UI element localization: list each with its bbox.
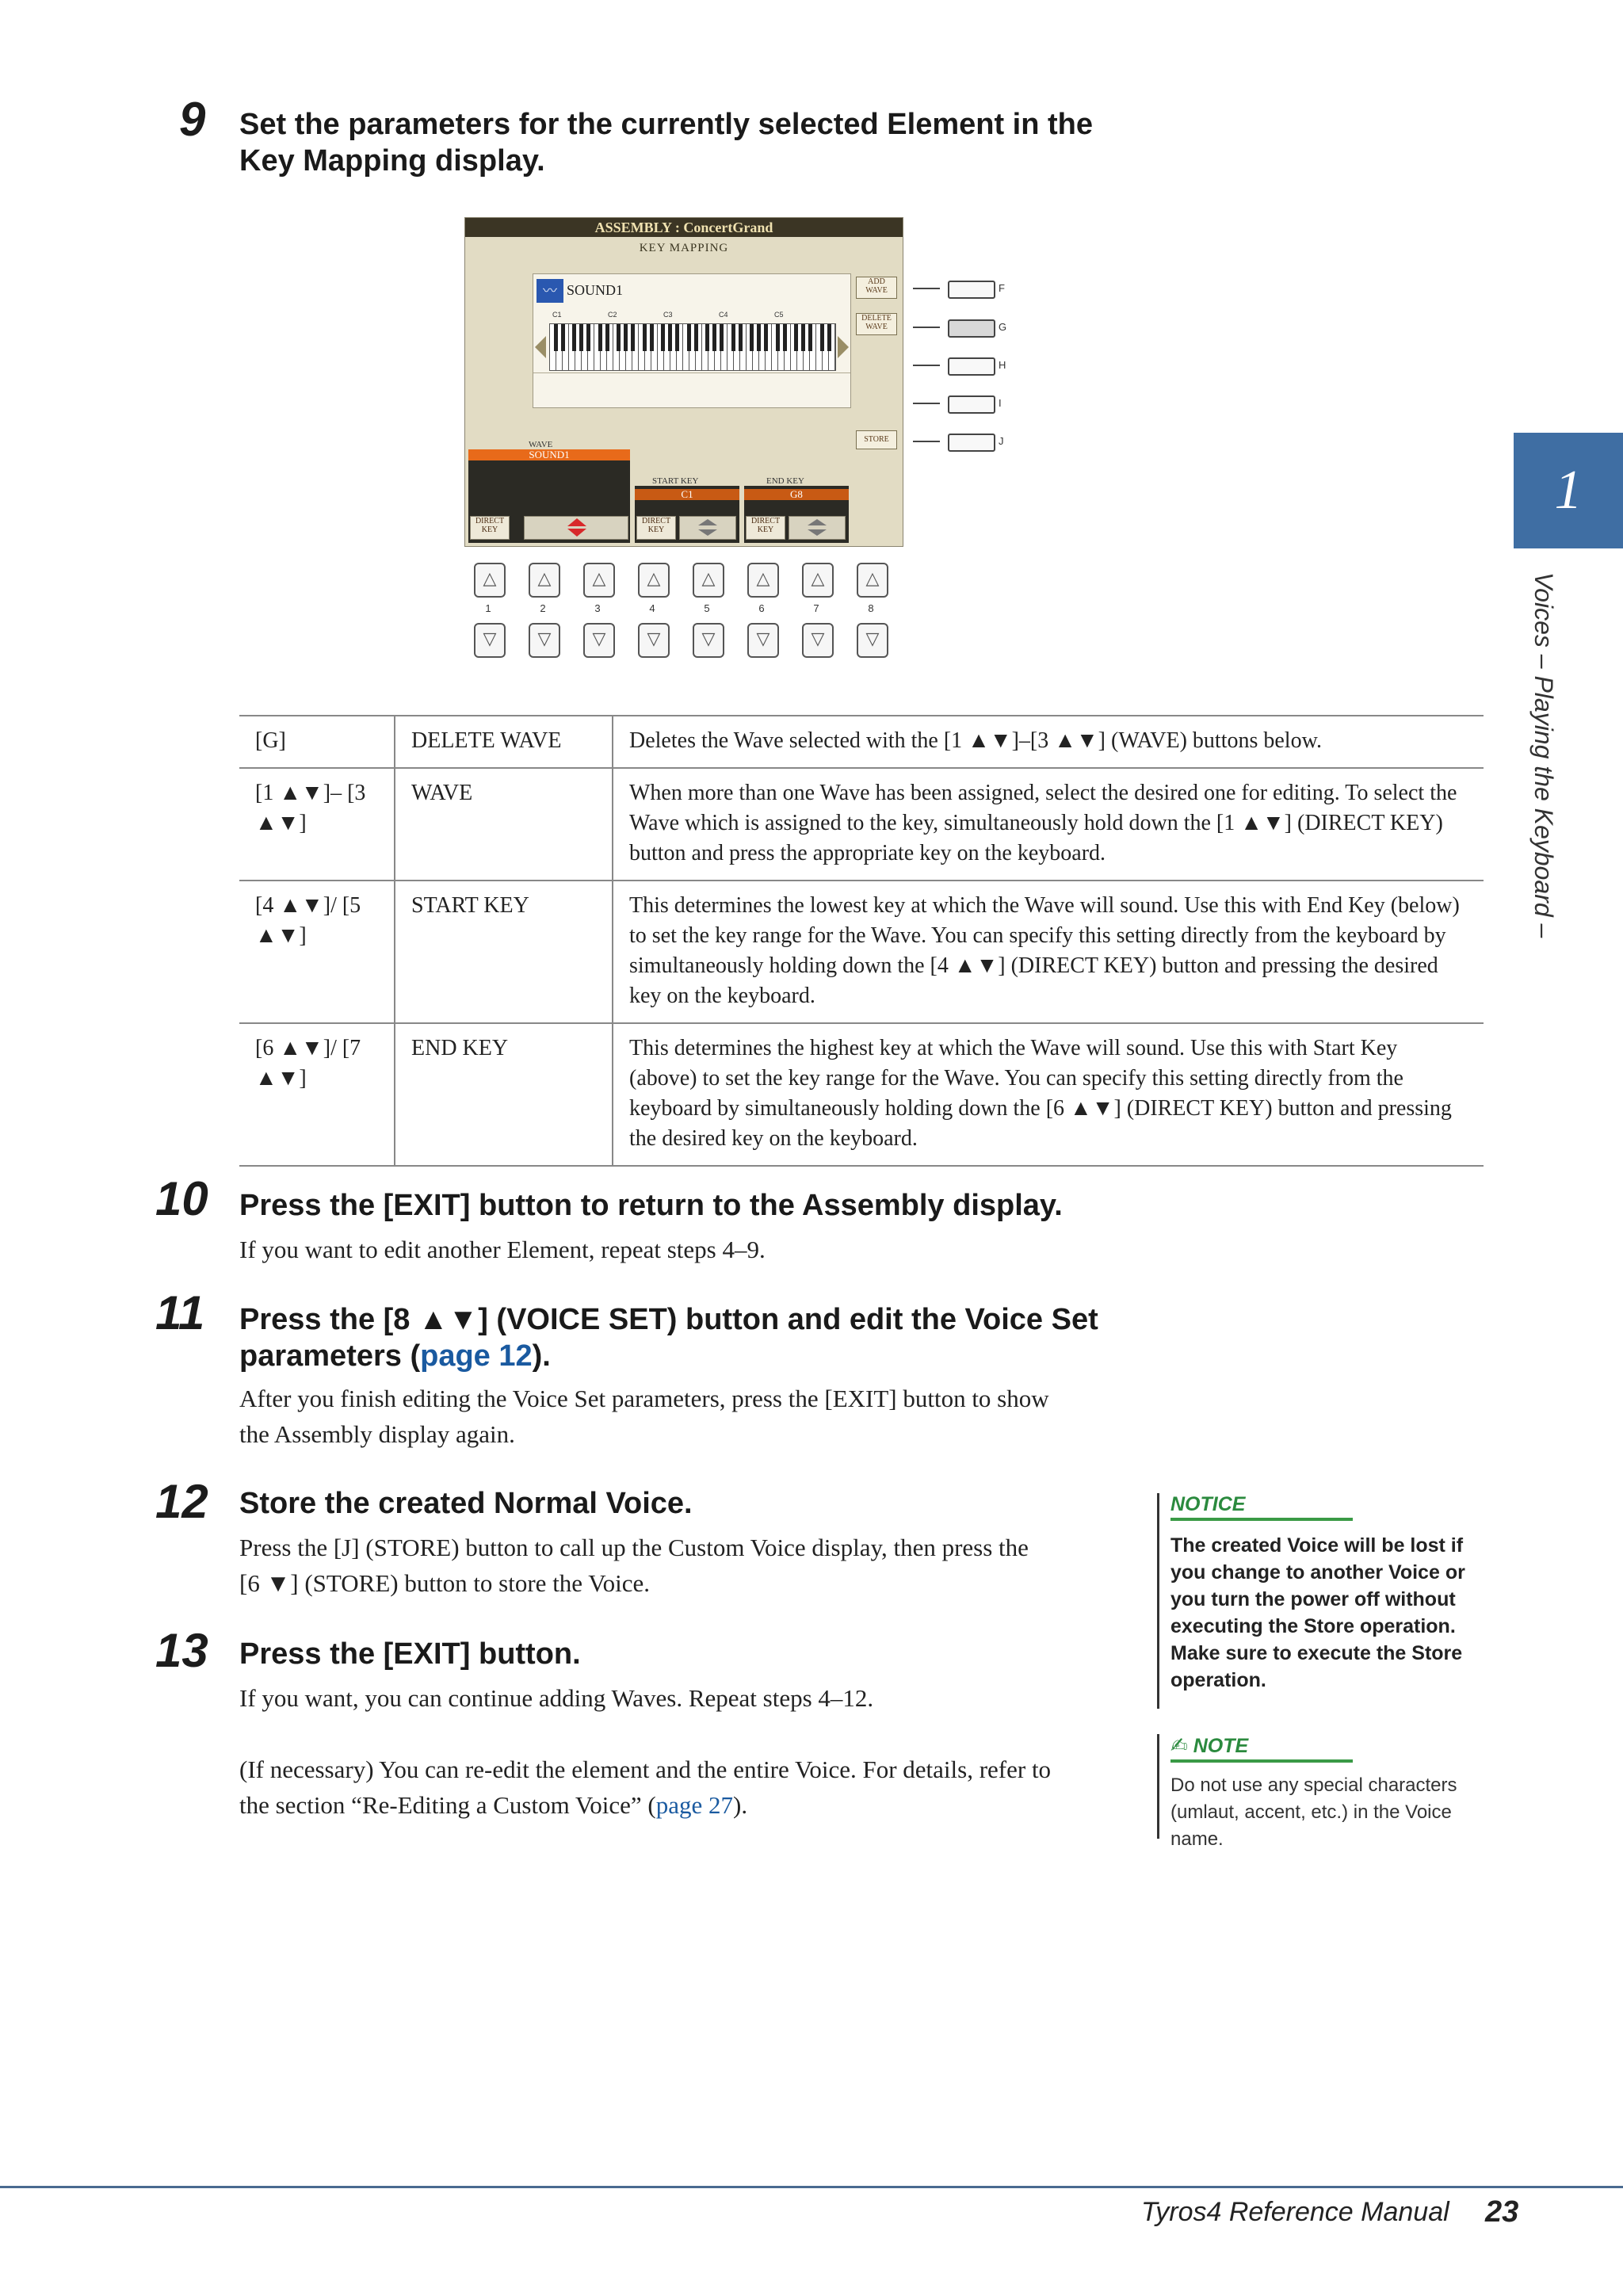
- pencil-icon: ✍: [1170, 1734, 1188, 1758]
- button-2-down[interactable]: ▽: [529, 623, 560, 658]
- button-5-down[interactable]: ▽: [693, 623, 724, 658]
- panel-button-i[interactable]: [948, 395, 995, 414]
- panel-button-label: J: [999, 435, 1004, 447]
- re-edit-paragraph: [239, 1752, 1159, 1823]
- table-cell-parameter: END KEY: [395, 1023, 613, 1166]
- down-arrow-icon: [567, 529, 586, 537]
- start-key-arrow-buttons[interactable]: [679, 516, 736, 540]
- parameter-table: [239, 715, 1484, 1167]
- body-text-span: ).: [733, 1791, 748, 1819]
- button-2-up[interactable]: △: [529, 563, 560, 598]
- start-direct-key-button[interactable]: DIRECT KEY: [636, 516, 676, 540]
- add-wave-button[interactable]: ADD WAVE: [856, 277, 897, 299]
- step-title: [239, 1301, 1270, 1374]
- octave-label: C1: [552, 311, 562, 319]
- table-row: [239, 716, 1484, 768]
- down-arrow-icon: [698, 529, 717, 536]
- button-number: 8: [868, 602, 874, 614]
- button-4-up[interactable]: △: [638, 563, 670, 598]
- up-arrow-icon: [808, 519, 827, 525]
- keyboard-base: [533, 372, 850, 408]
- title-text: ).: [532, 1339, 551, 1373]
- chapter-title: [1529, 572, 1582, 945]
- button-3-up[interactable]: △: [583, 563, 615, 598]
- body-line: [239, 1787, 1159, 1823]
- note-heading: NOTE: [1193, 1735, 1249, 1757]
- wave-icon: 〰: [537, 279, 563, 303]
- notice-text: The created Voice will be lost if you change to another Voice or you turn the power off without executing the Store operation. Make sure to execute the Store operation.: [1170, 1534, 1465, 1691]
- notice-heading: NOTICE: [1170, 1493, 1246, 1515]
- button-6-down[interactable]: ▽: [747, 623, 779, 658]
- step-number: 11: [155, 1286, 205, 1339]
- step-title-line: Key Mapping display.: [239, 144, 545, 178]
- page-link[interactable]: page 12: [420, 1339, 533, 1373]
- key-mapping-figure: [464, 217, 1623, 670]
- end-key-arrow-buttons[interactable]: [789, 516, 846, 540]
- table-cell-button: [1 ▲▼]– [3 ▲▼]: [239, 768, 395, 881]
- body-text-span: the section “Re-Editing a Custom Voice” (: [239, 1791, 656, 1819]
- keyboard-scroll-right-icon: [838, 336, 849, 358]
- button-3-down[interactable]: ▽: [583, 623, 615, 658]
- footer-manual-title: Tyros4 Reference Manual: [1141, 2197, 1449, 2227]
- button-6-up[interactable]: △: [747, 563, 779, 598]
- panel-button-label: G: [999, 321, 1007, 333]
- end-direct-key-button[interactable]: DIRECT KEY: [746, 516, 785, 540]
- body-line: the Assembly display again.: [239, 1420, 515, 1448]
- button-number: 2: [540, 602, 546, 614]
- table-cell-parameter: WAVE: [395, 768, 613, 881]
- body-line: After you finish editing the Voice Set parameters, press the [EXIT] button to show: [239, 1385, 1049, 1412]
- button-number: 5: [704, 602, 710, 614]
- button-4-down[interactable]: ▽: [638, 623, 670, 658]
- button-7-down[interactable]: ▽: [802, 623, 834, 658]
- button-number: 4: [649, 602, 655, 614]
- wave-arrow-buttons[interactable]: [524, 516, 628, 540]
- callout-line: [913, 441, 940, 442]
- chapter-tab: 1: [1514, 433, 1623, 548]
- button-7-up[interactable]: △: [802, 563, 834, 598]
- panel-button-j[interactable]: [948, 434, 995, 452]
- end-key-value: G8: [744, 489, 849, 500]
- table-cell-button: [4 ▲▼]/ [5 ▲▼]: [239, 881, 395, 1023]
- start-key-value: C1: [635, 489, 739, 500]
- footer-rule: [0, 2186, 1623, 2188]
- step-title: [239, 106, 1270, 179]
- keyboard-panel: [533, 273, 851, 408]
- octave-label: C2: [608, 311, 617, 319]
- body-line: [6 ▼] (STORE) button to store the Voice.: [239, 1569, 651, 1597]
- callout-line: [913, 288, 940, 289]
- start-key-label: START KEY: [652, 476, 699, 486]
- step-body: [239, 1530, 1143, 1601]
- button-number: 1: [485, 602, 491, 614]
- table-cell-description: This determines the lowest key at which the Wave will sound. Use this with End Key (below) to set the key range for the Wave. You can specify this setting directly from the keyboard by simultaneously holding down the [4 ▲▼] (DIRECT KEY) button and pressing the desired key on the keyboard.: [613, 881, 1484, 1023]
- wave-direct-key-button[interactable]: DIRECT KEY: [470, 516, 510, 540]
- table-cell-button: [6 ▲▼]/ [7 ▲▼]: [239, 1023, 395, 1166]
- step-number: 9: [179, 93, 206, 146]
- up-arrow-icon: [698, 519, 717, 525]
- page-link[interactable]: page 27: [655, 1791, 734, 1819]
- note-text: Do not use any special characters (umlaut, accent, etc.) in the Voice name.: [1170, 1775, 1457, 1850]
- page-number: 23: [1485, 2195, 1519, 2229]
- step-number: 10: [155, 1172, 208, 1225]
- step-title-line: [239, 1338, 1270, 1374]
- body-line: Press the [J] (STORE) button to call up the Custom Voice display, then press the: [239, 1534, 1029, 1561]
- up-arrow-icon: [567, 518, 586, 526]
- notice-box: [1157, 1493, 1503, 1709]
- screen-subtitle: KEY MAPPING: [639, 242, 729, 254]
- octave-label: C5: [774, 311, 784, 319]
- step-title-line: Set the parameters for the currently selected Element in the: [239, 108, 1094, 141]
- table-row: [239, 881, 1484, 1023]
- black-keys: [550, 324, 835, 351]
- callout-line: [913, 365, 940, 366]
- table-cell-description: This determines the highest key at which the Wave will sound. Use this with Start Key (above) to set the key range for the Wave. You can specify this setting directly from the keyboard by simultaneously holding down the [6 ▲▼] (DIRECT KEY) button and pressing the desired key on the keyboard.: [613, 1023, 1484, 1166]
- panel-button-label: H: [999, 359, 1006, 371]
- step-body: If you want to edit another Element, repeat steps 4–9.: [239, 1236, 766, 1263]
- step-number: 13: [155, 1624, 208, 1677]
- panel-button-f[interactable]: [948, 281, 995, 299]
- octave-label: C4: [719, 311, 728, 319]
- table-cell-parameter: DELETE WAVE: [395, 716, 613, 768]
- step-title: Press the [EXIT] button to return to the Assembly display.: [239, 1189, 1063, 1222]
- piano-keyboard: [549, 323, 836, 371]
- step-body: If you want, you can continue adding Waves. Repeat steps 4–12.: [239, 1684, 874, 1712]
- note-rule: [1170, 1759, 1353, 1763]
- down-arrow-icon: [808, 529, 827, 536]
- notice-rule: [1170, 1518, 1353, 1521]
- step-title: Store the created Normal Voice.: [239, 1487, 693, 1520]
- button-5-up[interactable]: △: [693, 563, 724, 598]
- table-cell-parameter: START KEY: [395, 881, 613, 1023]
- step-title: Press the [EXIT] button.: [239, 1637, 581, 1671]
- button-number: 6: [758, 602, 765, 614]
- sound-name: SOUND1: [567, 282, 624, 298]
- panel-button-g[interactable]: [948, 319, 995, 338]
- panel-button-h[interactable]: [948, 357, 995, 376]
- panel-button-label: I: [999, 397, 1002, 409]
- wave-value: SOUND1: [468, 449, 630, 460]
- table-cell-button: [G]: [239, 716, 395, 768]
- chapter-title-text: Voices – Playing the Keyboard –: [1529, 572, 1558, 938]
- callout-line: [913, 403, 940, 404]
- button-8-up[interactable]: △: [857, 563, 888, 598]
- title-text: parameters (: [239, 1339, 421, 1373]
- step-title-line: Press the [8 ▲▼] (VOICE SET) button and edit the Voice Set: [239, 1303, 1098, 1336]
- button-1-down[interactable]: ▽: [474, 623, 506, 658]
- note-heading-row: [1170, 1734, 1503, 1758]
- keyboard-scroll-left-icon: [535, 336, 546, 358]
- octave-labels: [552, 311, 790, 322]
- panel-button-label: F: [999, 282, 1005, 294]
- button-number: 3: [594, 602, 601, 614]
- store-button[interactable]: STORE: [856, 430, 897, 449]
- step-body: [239, 1381, 1190, 1452]
- table-cell-description: When more than one Wave has been assigned, select the desired one for editing. To select the Wave which is assigned to the key, simultaneously hold down the [1 ▲▼] (DIRECT KEY) button and press the appropriate key on the keyboard.: [613, 768, 1484, 881]
- wave-label: WAVE: [529, 440, 553, 449]
- note-box: [1157, 1734, 1503, 1850]
- callout-line: [913, 327, 940, 328]
- end-key-panel: [744, 486, 849, 543]
- screen-title: ASSEMBLY : ConcertGrand: [465, 218, 903, 237]
- button-8-down[interactable]: ▽: [857, 623, 888, 658]
- button-number: 7: [813, 602, 819, 614]
- table-cell-description: Deletes the Wave selected with the [1 ▲▼]–[3 ▲▼] (WAVE) buttons below.: [613, 716, 1484, 768]
- step-number: 12: [155, 1475, 208, 1528]
- body-line: (If necessary) You can re-edit the element and the entire Voice. For details, refer to: [239, 1755, 1052, 1783]
- octave-label: C3: [663, 311, 673, 319]
- end-key-label: END KEY: [766, 476, 804, 486]
- lcd-screen: [464, 217, 903, 547]
- table-row: [239, 768, 1484, 881]
- delete-wave-button[interactable]: DELETE WAVE: [856, 313, 897, 335]
- wave-panel: [468, 449, 630, 543]
- button-1-up[interactable]: △: [474, 563, 506, 598]
- table-row: [239, 1023, 1484, 1166]
- start-key-panel: [635, 486, 739, 543]
